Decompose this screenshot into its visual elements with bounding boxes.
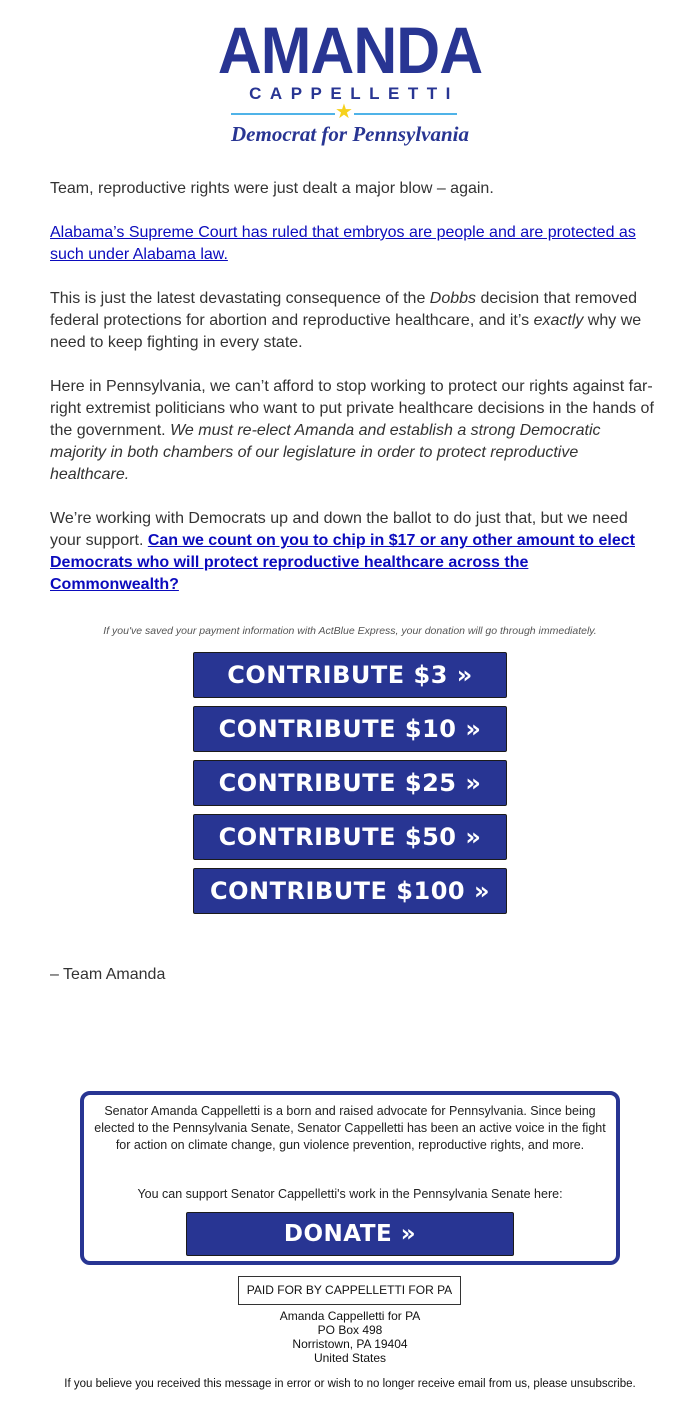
- signoff: – Team Amanda: [50, 966, 166, 983]
- dobbs-italic: Dobbs: [429, 290, 477, 307]
- unsubscribe-notice[interactable]: If you believe you received this message in error or wish to no longer receive email from us, please unsubscribe.: [64, 1378, 636, 1390]
- contribute-25-button[interactable]: CONTRIBUTE $25 »: [193, 760, 507, 806]
- address-line: Norristown, PA 19404: [292, 1337, 408, 1351]
- contribute-3-button[interactable]: CONTRIBUTE $3 »: [193, 652, 507, 698]
- mailing-address: [0, 1309, 700, 1365]
- news-link[interactable]: Alabama’s Supreme Court has ruled that embryos are people and are protected as such under Alabama law.: [50, 224, 636, 263]
- campaign-logo: [0, 14, 700, 154]
- logo-rule-left: [231, 113, 335, 115]
- star-icon: ★: [335, 101, 353, 123]
- contribute-10-button[interactable]: CONTRIBUTE $10 »: [193, 706, 507, 752]
- logo-tagline: Democrat for Pennsylvania: [231, 122, 469, 146]
- paid-for-disclaimer: PAID FOR BY CAPPELLETTI FOR PA: [238, 1276, 461, 1305]
- contribute-buttons: [193, 652, 507, 922]
- senator-bio-box: [80, 1091, 620, 1265]
- exactly-italic: exactly: [533, 312, 584, 329]
- reelect-italic: We must re-elect Amanda and establish a strong Democratic majority in both chambers of our legislature in order to protect reproductive healthcare.: [50, 422, 601, 483]
- address-line: United States: [313, 1351, 387, 1365]
- chip-in-link[interactable]: Can we count on you to chip in $17 or any other amount to elect Democrats who will protect reproductive healthcare across the Commonwealth?: [50, 532, 635, 593]
- logo-last-name: CAPPELLETTI: [249, 84, 459, 103]
- support-text: You can support Senator Cappelletti's work in the Pennsylvania Senate here:: [137, 1187, 563, 1201]
- email-body: [50, 178, 660, 618]
- address-line: Amanda Cappelletti for PA: [279, 1309, 421, 1323]
- contribute-100-button[interactable]: CONTRIBUTE $100 »: [193, 868, 507, 914]
- address-line: PO Box 498: [317, 1323, 383, 1337]
- logo-first-name: AMANDA: [217, 13, 483, 87]
- contribute-50-button[interactable]: CONTRIBUTE $50 »: [193, 814, 507, 860]
- senator-bio: Senator Amanda Cappelletti is a born and raised advocate for Pennsylvania. Since being elected to the Pennsylvania Senate, Senator Cappelletti has been an active voice in the fight for action on climate change, gun violence prevention, reproductive rights, and more.: [94, 1104, 606, 1152]
- paragraph-intro: Team, reproductive rights were just dealt a major blow – again.: [50, 180, 494, 197]
- paragraph-news: [50, 222, 660, 266]
- donate-button[interactable]: DONATE »: [186, 1212, 514, 1256]
- logo-rule-right: [354, 113, 457, 115]
- actblue-note: If you've saved your payment information with ActBlue Express, your donation will go through immediately.: [103, 625, 597, 637]
- paragraph-dobbs: This is just the latest devastating consequence of the Dobbs decision that removed federal protections for abortion and reproductive healthcare, and it’s exactly why we need to keep fighting in every state.: [50, 290, 642, 351]
- paragraph-pennsylvania: Here in Pennsylvania, we can’t afford to stop working to protect our rights against far-right extremist politicians who want to put private healthcare decisions in the hands of the government. We must re-elect Amanda and establish a strong Democratic majority in both chambers of our legislature in order to protect reproductive healthcare.: [50, 378, 654, 483]
- paragraph-ask: We’re working with Democrats up and down the ballot to do just that, but we need your support. Can we count on you to chip in $17 or any other amount to elect Democrats who will protect reproductive healthcare across the Commonwealth?: [50, 510, 635, 593]
